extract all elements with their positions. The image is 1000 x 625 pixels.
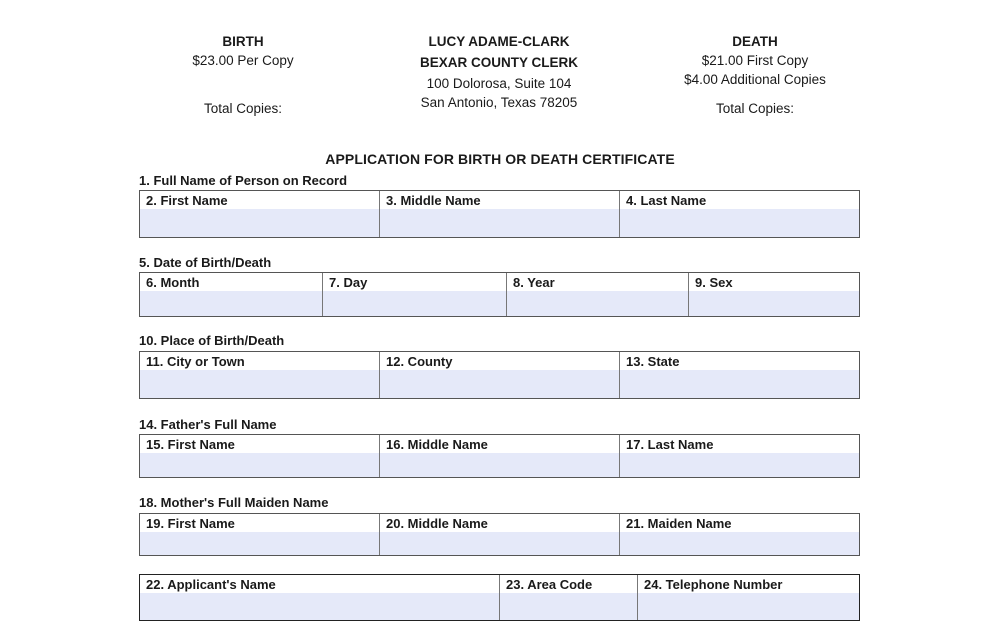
mother-first-name-label: 19. First Name [146,516,235,531]
mother-middle-name-field[interactable] [380,514,620,555]
mother-middle-name-label: 20. Middle Name [386,516,488,531]
city-label: 11. City or Town [146,354,245,369]
county-field[interactable] [380,352,620,398]
first-name-field[interactable] [140,191,380,237]
middle-name-field[interactable] [380,191,620,237]
section-mother-label: 18. Mother's Full Maiden Name [139,495,329,510]
clerk-block [374,32,624,112]
last-name-field[interactable] [620,191,859,237]
county-label: 12. County [386,354,453,369]
first-name-input[interactable] [140,209,379,237]
state-field[interactable] [620,352,859,398]
year-input[interactable] [507,291,688,316]
month-input[interactable] [140,291,322,316]
father-first-name-input[interactable] [140,453,379,477]
clerk-name: LUCY ADAME-CLARK [428,34,570,49]
day-field[interactable] [323,273,507,316]
clerk-address-line1: 100 Dolorosa, Suite 104 [426,76,572,91]
middle-name-input[interactable] [380,209,619,237]
section-place-label: 10. Place of Birth/Death [139,333,285,348]
mother-middle-name-input[interactable] [380,532,619,555]
day-input[interactable] [323,291,506,316]
death-title: DEATH [732,34,778,49]
father-first-name-field[interactable] [140,435,380,477]
mother-first-name-input[interactable] [140,532,379,555]
applicant-name-input[interactable] [140,593,499,620]
birth-total-copies-label: Total Copies: [203,101,283,116]
father-middle-name-input[interactable] [380,453,619,477]
mother-first-name-field[interactable] [140,514,380,555]
clerk-address-line2: San Antonio, Texas 78205 [420,95,578,110]
applicant-name-field[interactable] [140,575,500,620]
last-name-label: 4. Last Name [626,193,707,208]
birth-fee-block [143,32,343,70]
father-middle-name-label: 16. Middle Name [386,437,488,452]
birth-price: $23.00 Per Copy [192,53,294,68]
full-name-row [139,190,860,238]
sex-label: 9. Sex [695,275,733,290]
middle-name-label: 3. Middle Name [386,193,481,208]
state-input[interactable] [620,370,859,398]
father-middle-name-field[interactable] [380,435,620,477]
death-fee-block [655,32,855,89]
year-field[interactable] [507,273,689,316]
county-input[interactable] [380,370,619,398]
telephone-input[interactable] [638,593,859,620]
father-row [139,434,860,478]
city-field[interactable] [140,352,380,398]
mother-maiden-name-input[interactable] [620,532,859,555]
father-first-name-label: 15. First Name [146,437,235,452]
area-code-input[interactable] [500,593,637,620]
father-last-name-field[interactable] [620,435,859,477]
last-name-input[interactable] [620,209,859,237]
birth-title: BIRTH [222,34,264,49]
year-label: 8. Year [513,275,555,290]
applicant-row [139,574,860,621]
area-code-label: 23. Area Code [506,577,593,592]
form-title: APPLICATION FOR BIRTH OR DEATH CERTIFICATE [325,151,675,167]
death-total-copies-label: Total Copies: [715,101,795,116]
section-date-label: 5. Date of Birth/Death [139,255,272,270]
father-last-name-input[interactable] [620,453,859,477]
state-label: 13. State [626,354,680,369]
applicant-name-label: 22. Applicant's Name [146,577,276,592]
mother-maiden-name-field[interactable] [620,514,859,555]
first-name-label: 2. First Name [146,193,228,208]
month-field[interactable] [140,273,323,316]
day-label: 7. Day [329,275,368,290]
father-last-name-label: 17. Last Name [626,437,714,452]
death-first-copy-price: $21.00 First Copy [701,53,809,68]
telephone-label: 24. Telephone Number [644,577,783,592]
clerk-office: BEXAR COUNTY CLERK [419,55,578,70]
death-additional-copies-price: $4.00 Additional Copies [684,72,826,87]
mother-row [139,513,860,556]
month-label: 6. Month [146,275,200,290]
mother-maiden-name-label: 21. Maiden Name [626,516,732,531]
sex-field[interactable] [689,273,859,316]
section-father-label: 14. Father's Full Name [139,417,277,432]
city-input[interactable] [140,370,379,398]
section-full-name-label: 1. Full Name of Person on Record [139,173,348,188]
telephone-field[interactable] [638,575,859,620]
date-row [139,272,860,317]
sex-input[interactable] [689,291,859,316]
area-code-field[interactable] [500,575,638,620]
place-row [139,351,860,399]
